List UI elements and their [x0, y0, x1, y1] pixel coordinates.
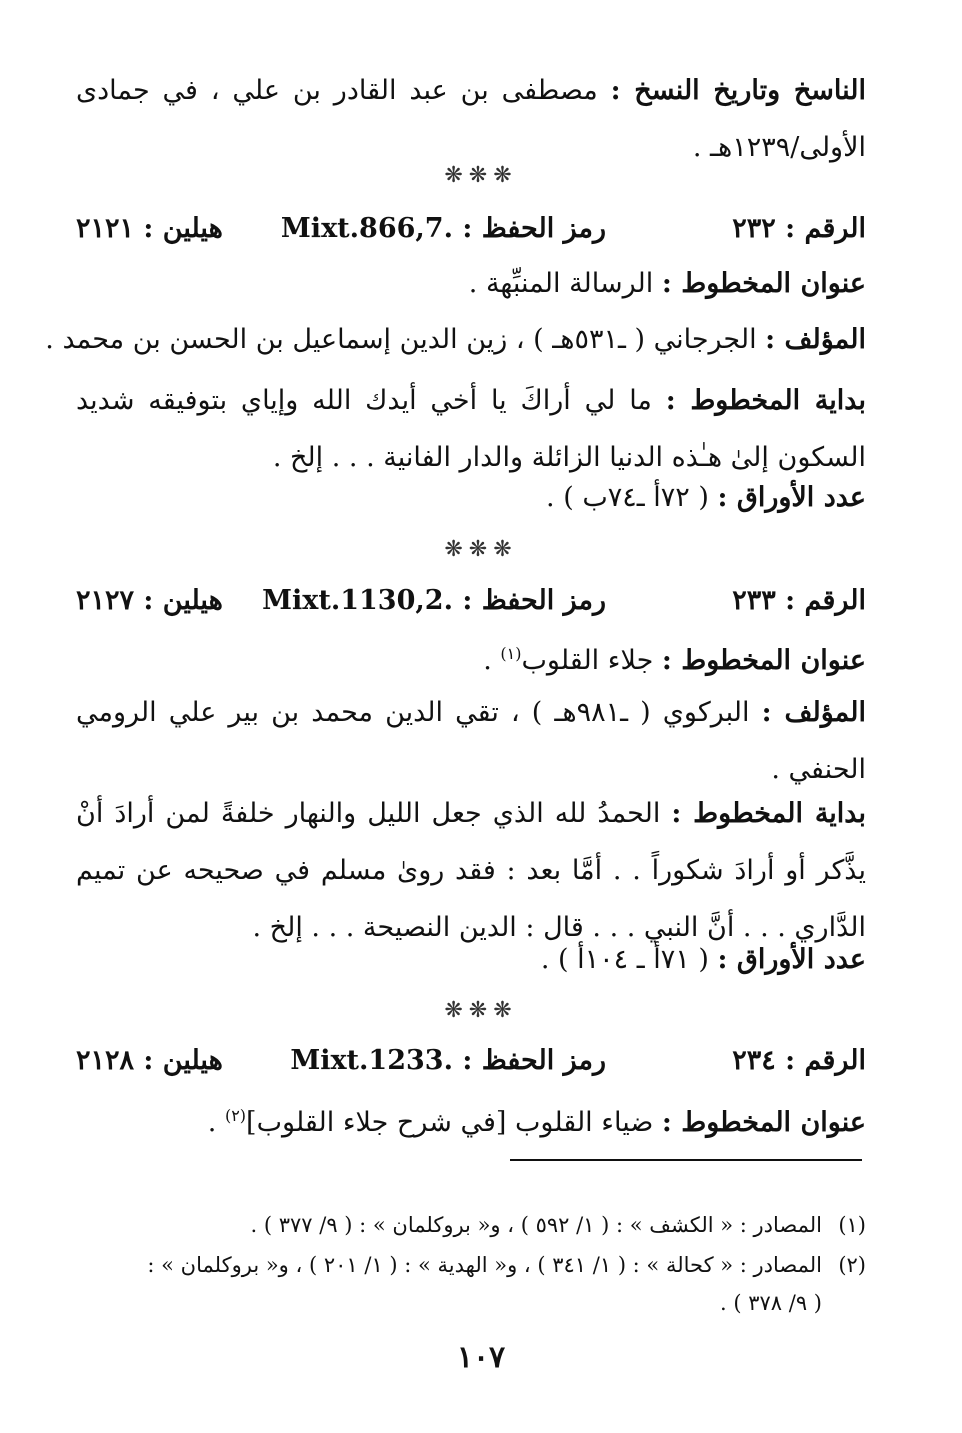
shelfmark: رمز الحفظ : Mixt.1130,2.	[262, 585, 606, 616]
entry-number: الرقم : ٢٣٢	[732, 213, 866, 244]
footnote-1: (١)المصادر : « الكشف » : ( ١/ ٥٩٢ ) ، و« بروكلمان » : ( ٩/ ٣٧٧ ) .	[250, 1213, 866, 1237]
entry-232-incipit: بداية المخطوط : ما لي أراكَ يا أخي أيدك الله وإياي بتوفيقه شديد السكون إلىٰ هـٰذه الدنيا الزائلة والدار الفانية . . . إلخ .	[76, 385, 866, 473]
entry-232-header	[76, 206, 866, 252]
entry-232-title: عنوان المخطوط : الرسالة المنبِّهة .	[468, 268, 866, 299]
shelfmark: رمز الحفظ : Mixt.1233.	[290, 1045, 606, 1076]
entry-233-header	[76, 578, 866, 624]
heilin-number: هيلين : ٢١٢٧	[76, 585, 223, 616]
heilin-number: هيلين : ٢١٢٨	[76, 1045, 223, 1076]
footnote-2-cont: ( ٩/ ٣٧٨ ) .	[720, 1291, 822, 1315]
entry-number: الرقم : ٢٣٤	[732, 1045, 866, 1076]
separator-1: ❋❋❋	[444, 163, 518, 188]
entry-234-title: عنوان المخطوط : ضياء القلوب [في شرح جلاء القلوب]$^{(٢)}$ .	[207, 1106, 866, 1138]
entry-233-folios: عدد الأوراق : ( ٧١أ ـ ١٠٤أ ) .	[540, 944, 866, 975]
copyist-label: الناسخ وتاريخ النسخ :	[610, 75, 866, 106]
copyist-value: مصطفى بن عبد القادر بن علي ، في جمادى الأولى/١٢٣٩هـ .	[76, 75, 866, 163]
copyist-paragraph	[76, 62, 866, 176]
entry-232-folios: عدد الأوراق : ( ٧٢أ ـ٧٤ب ) .	[546, 482, 866, 513]
separator-3: ❋❋❋	[444, 998, 518, 1023]
footnote-divider	[510, 1159, 862, 1161]
footnote-2: (٢)المصادر : « كحالة » : ( ١/ ٣٤١ ) ، و« الهدية » : ( ١/ ٢٠١ ) ، و« بروكلمان » :	[147, 1253, 866, 1277]
page-number: ١٠٧	[456, 1340, 506, 1375]
entry-number: الرقم : ٢٣٣	[732, 585, 866, 616]
heilin-number: هيلين : ٢١٢١	[76, 213, 223, 244]
entry-232-author: المؤلف : الجرجاني ( ـ٥٣١هـ ) ، زين الدين إسماعيل بن الحسن بن محمد .	[45, 324, 866, 355]
entry-233-incipit: بداية المخطوط : الحمدُ لله الذي جعل الليل والنهار خلفةً لمن أرادَ أنْ يذَّكر أو أرادَ شكوراً . . أمَّا بعد : فقد روىٰ مسلم في صحيحه عن تميم الدَّاري . . . أنَّ النبي . . . قال : الدين النصيحة . . . إلخ .	[76, 798, 866, 943]
entry-233-title: عنوان المخطوط : جلاء القلوب$^{(١)}$ .	[483, 644, 866, 676]
shelfmark: رمز الحفظ : Mixt.866,7.	[280, 213, 606, 244]
entry-234-header	[76, 1038, 866, 1084]
separator-2: ❋❋❋	[444, 537, 518, 562]
entry-233-author: المؤلف : البركوي ( ـ٩٨١هـ ) ، تقي الدين محمد بن بير علي الرومي الحنفي .	[76, 697, 866, 785]
